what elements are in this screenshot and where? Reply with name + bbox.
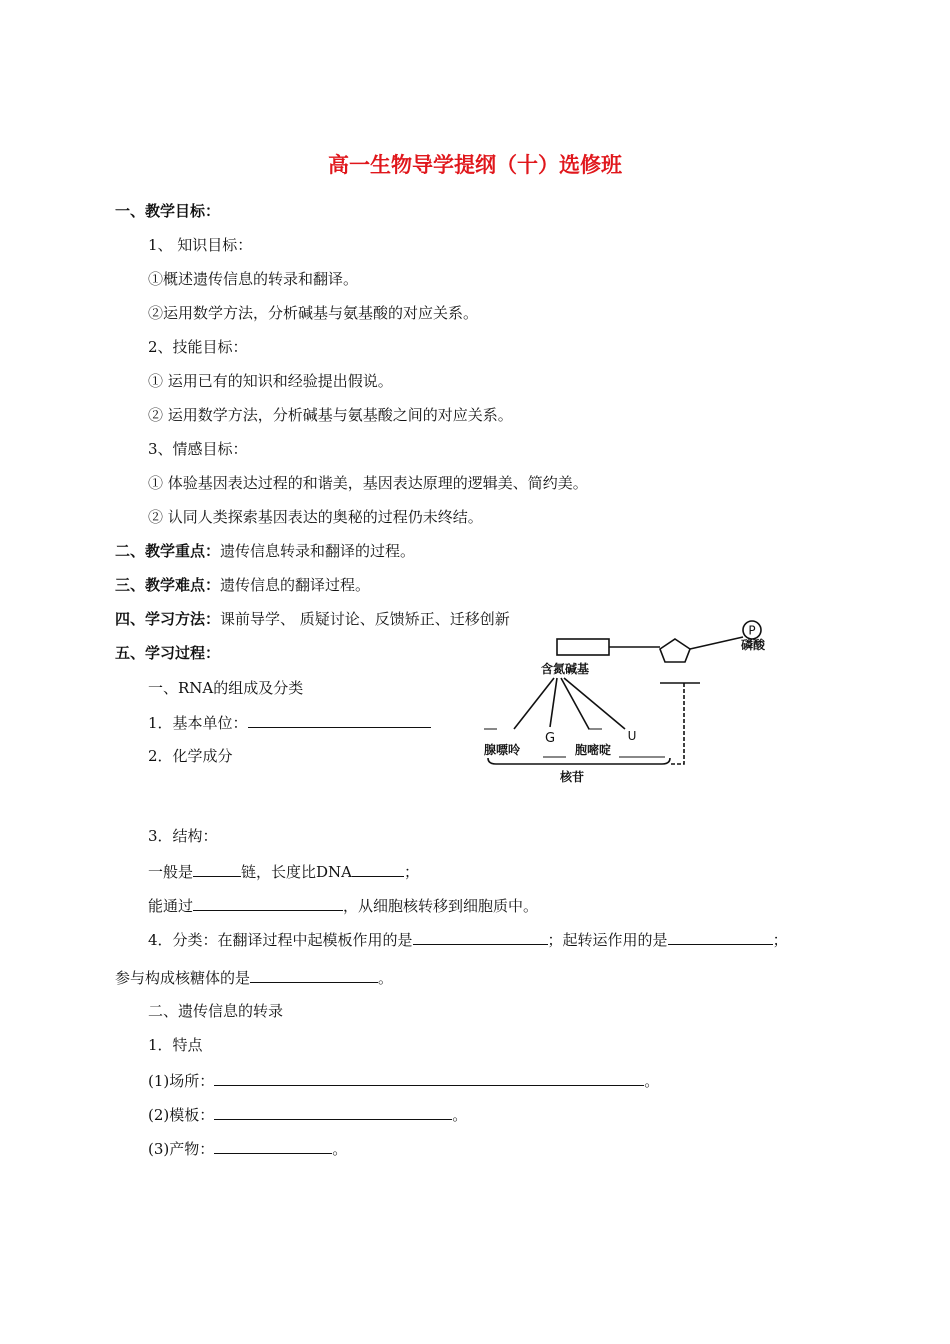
strand-blank[interactable] — [193, 861, 241, 877]
rna-composition-label: 2．化学成分 — [148, 747, 233, 765]
template-label: (2)模板： — [148, 1106, 215, 1124]
nucleoside-label: 核苷 — [559, 770, 585, 784]
structure-text-a: 一般是 — [148, 863, 194, 881]
branch-to-g — [550, 678, 557, 727]
transcription-features: 1．特点 — [148, 1036, 203, 1054]
section-3-text: 遗传信息的翻译过程。 — [220, 576, 371, 594]
template-blank[interactable] — [214, 1104, 452, 1120]
site-end: 。 — [644, 1072, 660, 1090]
emotion-goal-1: ① 体验基因表达过程的和谐美，基因表达原理的逻辑美、简约美。 — [148, 474, 588, 492]
rna-structure-line-2 — [148, 895, 538, 916]
transcription-product-line — [148, 1138, 347, 1159]
section-4-text: 课前导学、 质疑讨论、反馈矫正、迁移创新 — [220, 610, 510, 628]
phosphate-label: 磷酸 — [741, 638, 766, 652]
transcription-site-line — [148, 1070, 659, 1091]
skill-goal-2: ② 运用数学方法，分析碱基与氨基酸之间的对应关系。 — [148, 406, 513, 424]
nucleoside-dashed-connector — [670, 683, 684, 764]
transfer-rna-blank[interactable] — [668, 929, 773, 945]
transcription-template-line — [148, 1104, 467, 1125]
class-text-4: 参与构成核糖体的是 — [115, 969, 251, 987]
transport-text-b: ，从细胞核转移到细胞质中。 — [343, 897, 539, 915]
class-text-2: ；起转运作用的是 — [547, 931, 668, 949]
g-label: G — [544, 731, 556, 746]
u-label: U — [627, 729, 637, 743]
branch-to-pyrimidine — [561, 678, 589, 729]
structure-text-b: 链，长度比DNA — [241, 863, 353, 881]
emotion-goal-heading: 3、情感目标： — [148, 440, 248, 458]
section-3 — [115, 575, 370, 595]
rna-class-line — [148, 929, 788, 950]
purine-label: 腺嘌呤 — [484, 743, 521, 757]
rna-heading: 一、RNA的组成及分类 — [148, 679, 304, 697]
ribose-pentagon — [660, 639, 690, 662]
nucleotide-diagram — [470, 612, 790, 792]
length-blank[interactable] — [352, 861, 404, 877]
branch-to-purine — [514, 678, 554, 729]
pyrimidine-label: 胞嘧啶 — [575, 743, 612, 757]
transport-blank[interactable] — [193, 895, 343, 911]
rna-unit-line — [148, 712, 431, 733]
class-text-3: ； — [772, 931, 788, 949]
section-4-heading: 四、学习方法： — [115, 610, 221, 628]
product-blank[interactable] — [214, 1138, 332, 1154]
product-end: 。 — [332, 1140, 348, 1158]
class-text-1: 4．分类：在翻译过程中起模板作用的是 — [148, 931, 413, 949]
section-4 — [115, 609, 510, 629]
rna-structure-label: 3．结构： — [148, 827, 218, 845]
nitrogenous-base-label: 含氮碱基 — [540, 662, 590, 676]
section-3-heading: 三、教学难点： — [115, 576, 221, 594]
structure-text-c: ； — [404, 863, 420, 881]
nucleoside-bracket — [488, 758, 670, 764]
site-label: (1)场所： — [148, 1072, 215, 1090]
transport-text-a: 能通过 — [148, 897, 194, 915]
ribosome-rna-blank[interactable] — [250, 967, 378, 983]
knowledge-goal-heading: 1、 知识目标： — [148, 236, 253, 254]
section-1-heading: 一、教学目标： — [115, 202, 221, 220]
section-2 — [115, 541, 415, 561]
knowledge-goal-1: ①概述遗传信息的转录和翻译。 — [148, 270, 359, 288]
class-text-5: 。 — [378, 969, 394, 987]
sugar-phosphate-bond — [690, 637, 743, 649]
phosphate-symbol: P — [748, 623, 756, 638]
skill-goal-1: ① 运用已有的知识和经验提出假说。 — [148, 372, 393, 390]
rna-class-line-2 — [115, 967, 393, 988]
rna-structure-line-1 — [148, 861, 419, 882]
template-rna-blank[interactable] — [413, 929, 548, 945]
transcription-heading: 二、遗传信息的转录 — [148, 1002, 284, 1020]
site-blank[interactable] — [214, 1070, 644, 1086]
section-5-heading: 五、学习过程： — [115, 644, 221, 662]
knowledge-goal-2: ②运用数学方法，分析碱基与氨基酸的对应关系。 — [148, 304, 479, 322]
rna-unit-label: 1．基本单位： — [148, 714, 248, 732]
emotion-goal-2: ② 认同人类探索基因表达的奥秘的过程仍未终结。 — [148, 508, 483, 526]
document-title: 高一生物导学提纲（十）选修班 — [328, 153, 622, 177]
section-2-heading: 二、教学重点： — [115, 542, 221, 560]
product-label: (3)产物： — [148, 1140, 215, 1158]
template-end: 。 — [452, 1106, 468, 1124]
branch-to-u — [564, 678, 625, 729]
section-2-text: 遗传信息转录和翻译的过程。 — [220, 542, 416, 560]
unit-blank[interactable] — [248, 712, 431, 728]
skill-goal-heading: 2、技能目标： — [148, 338, 248, 356]
base-rectangle — [557, 639, 609, 655]
